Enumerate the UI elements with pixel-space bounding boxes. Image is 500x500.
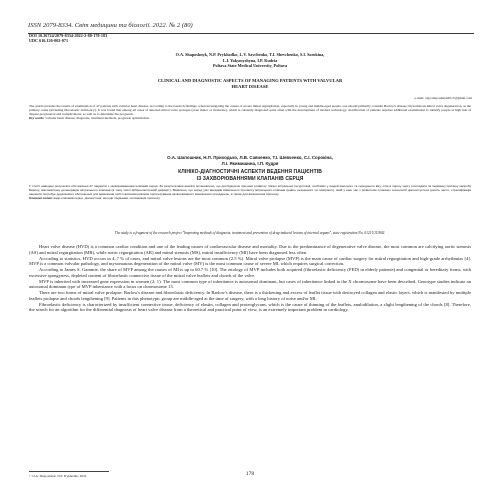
- ua-keywords-label: Ключові слова:: [29, 196, 53, 200]
- body-paragraph: According to James S. Gammie, the share of MVP among the causes of MI is up to 60.7 % [10]. The etiology of MVP includes both acquired (fibroelastic deficiency (FED) in elderly patients) and congenital or hereditary forms, with excessive spongyness, depleted content of fibroelastic connective tissue of the mitral valve leaflets and chords of the valve.: [29, 267, 471, 278]
- body-paragraph: Heart valve disease (HVD) is a common cardiac condition and one of the leading causes of cardiovascular disease and mortality. Due to the predominance of degenerative valve disease, the most common are calcifying aortic stenosis (AS) and mitral regurgitation (MR), while aortic regurgitation (AR) and mitral stenosis (MS), mitral insufficiency (MI) have been diagnosed less often.: [29, 244, 471, 255]
- ua-author-list: О.А. Шапошник, Н.П. Приходько, Л.В. Савченко, Т.І. Шевченко, С.І. Сорокіна,: [167, 155, 333, 160]
- copyright-note: © O.A. Shaposhnyk, N.P. Prykhodko, 2022: [29, 474, 87, 478]
- ua-article-title: КЛІНІКО-ДІАГНОСТИЧНІ АСПЕКТИ ВЕДЕННЯ ПАЦІЄНТІВ: [178, 169, 322, 175]
- article-title-continued: HEART DISEASE: [231, 84, 269, 89]
- ua-keywords-text: вади клапанів серця, діагностика, методи лікування, оптимізація прогнозу.: [52, 196, 161, 200]
- body-paragraph: There are two forms of mitral valve prolapse: Barlow's disease and fibroelastic deficiency. In Barlow's disease, there is a thickening and excess of leaflet tissue with destroyed collagen and elastic layers, which is manifested by multiple leaflets prolapse and chords lengthening [9]. Patients in this phenotypic group are middle-aged at the time of surgery, with a long history of noise and/or MI.: [29, 290, 471, 301]
- affiliation: Poltava State Medical University, Poltava: [212, 63, 288, 68]
- author-list: O.A. Shaposhnyk, N.P. Prykhodko, L.V. Savchenko, T.I. Shevchenko, S.I. Sorokina,: [175, 52, 325, 57]
- project-fragment-note: The study is a fragment of the research project "Improving methods of diagnosis, treatment and prevention of drug-induced lesions of internal organs", state registration No. 0121U111802.: [114, 231, 386, 235]
- doi-line: DOI 10.26724/2079-8334-2022-2-80-178-183: [29, 33, 108, 38]
- running-header: [28, 14, 474, 34]
- page-number: 178: [245, 471, 255, 477]
- ua-article-title-continued: ІЗ ЗАХВОРЮВАННЯМИ КЛАПАНІВ СЕРЦЯ: [196, 175, 304, 182]
- body-paragraph: Fibroelastic deficiency is characterized by insufficient connective tissue, deficiency of elastin, collagen and proteoglycans, which is the cause of thinning of the leaflets, anulodilation, a slight lengthening of the chords [8]. Therefore, the search for an algorithm for the differential diagnosis of heart valve disease from a theoretical and practical point of view, is an extremely important problem in cardiology.: [29, 301, 471, 313]
- abstract-text: The article presents the results of examination of 47 patients with valvular heart disease. According to the research findings, when investigating the causes of severe mitral regurgitation, especially in young and middle-aged people, one should primarily consider Barlow's disease; myxomatous mitral valve degeneration, as the primary cause (including fibroelastic deficiency). It was found that among all cases of detected mitral valve prolapse (even minor or moderate), which is currently diagnosed quite often with the development of modern technology, stratification of patients requires additional examination to identify people at high risk of disease progression and complications, as well as to determine the prognosis.: [29, 104, 471, 117]
- keywords-text: valvular heart disease, diagnosis, treatment methods, prognosis optimization.: [44, 116, 150, 121]
- udc-line: UDC 616.126-002-071: [29, 38, 69, 43]
- footnote-divider: [29, 471, 109, 472]
- keywords-label: Key words:: [29, 116, 45, 121]
- article-title: CLINICAL AND DIAGNOSTIC ASPECTS OF MANAGING PATIENTS WITH VALVULAR: [157, 78, 343, 83]
- author-list-continued: L.I. Yakymyshyna, I.P. Kudria: [222, 57, 278, 63]
- article-body: [29, 244, 471, 466]
- body-paragraph: MVP is inherited with increased gene expression in women (2: 1). The most common type of inheritance is autosomal dominant, but cases of inheritance linked to the X chromosome have been described. Genotype studies indicate an autosomal dominant type of MVP inheritance with a locus on chromosome 13.: [29, 278, 471, 290]
- body-paragraph: According to statistics, HVD occurs in 4–7 % of cases, and mitral valve lesions are the most common (2.5 %). Mitral valve prolapse (MVP) is the main cause of cardiac surgery for mitral regurgitation and high-grade arrhythmias [4]. MVP is a common valvular pathology, and myxomatous degeneration of the mitral valve (MV) is the most common cause of severe MI, which requires surgical correction.: [29, 255, 471, 267]
- contact-email: e-mail: olga.shaposhnyk2017@gmail.com: [414, 96, 472, 100]
- ua-abstract-text: У статті наведені результати обстеження 47 пацієнтів з захворюваннями клапанів серця. За результатами аналізу встановлено, що досліджуючи причини розвитку тяжкої мітральної регургітації, особливо у людей молодого та середнього віку, слід в першу чергу розглядати як первинну причину хворобу Барлоу, міксоматозну дегенерацію мітрального клапана (в тому числі фіброеластичний дефіцит). Виявлено, що серед усіх випадків виявленого пролапсу мітрального клапана (навіть незначного чи помірного), який у наш час з розвитком сучасних технологій діагностується досить часто, стратифікація пацієнтів потребує додаткового обстеження для виявлення осіб із високим ризиком прогресування захворювання і виникнення ускладнень, а також для визначення прогнозу.: [29, 184, 471, 196]
- english-abstract: [29, 104, 471, 151]
- ukrainian-abstract: [29, 184, 471, 224]
- journal-header: ISSN 2079-8334. Світ медицини та біології. 2022. № 2 (80): [28, 22, 193, 29]
- ua-author-list-continued: Л.І. Якимишина, І.П. Кудря: [221, 161, 279, 166]
